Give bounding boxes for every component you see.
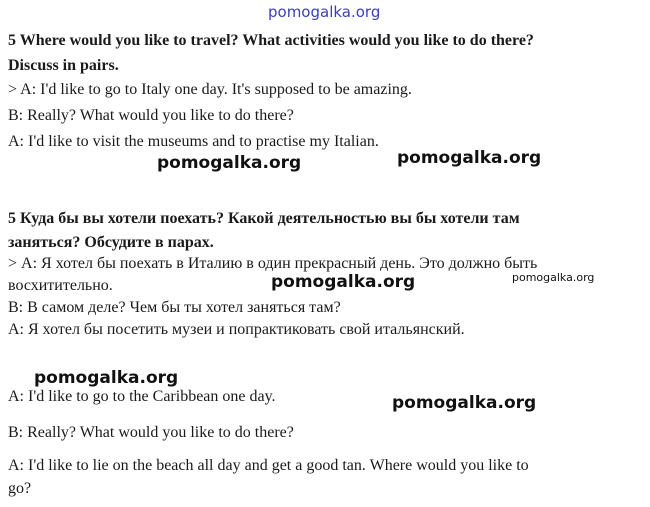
watermark-2: pomogalka.org: [397, 148, 542, 168]
dialogue2-line-1: A: I'd like to go to the Caribbean one day.: [8, 388, 276, 405]
english-line-3: A: I'd like to visit the museums and to practise my Italian.: [8, 133, 379, 150]
english-line-1: > A: I'd like to go to Italy one day. It's supposed to be amazing.: [8, 81, 412, 98]
english-heading-line1: 5 Where would you like to travel? What activities would you like to do there?: [8, 32, 534, 49]
russian-line-4: А: Я хотел бы посетить музеи и попрактиковать свой итальянский.: [8, 321, 465, 338]
watermark-5: pomogalka.org: [34, 368, 179, 388]
watermark-3: pomogalka.org: [271, 272, 416, 292]
russian-line-3: В: В самом деле? Чем бы ты хотел заняться там?: [8, 299, 341, 316]
russian-heading-line2: заняться? Обсудите в парах.: [8, 234, 214, 251]
watermark-1: pomogalka.org: [157, 153, 302, 173]
english-line-2: B: Really? What would you like to do there?: [8, 107, 294, 124]
dialogue2-line-2: B: Really? What would you like to do there?: [8, 424, 294, 441]
dialogue2-line-4: go?: [8, 480, 32, 497]
watermark-6: pomogalka.org: [392, 393, 537, 413]
russian-heading-line1: 5 Куда бы вы хотели поехать? Какой деятельностью вы бы хотели там: [8, 210, 520, 227]
russian-line-2: восхитительно.: [8, 277, 113, 294]
russian-line-1: > А: Я хотел бы поехать в Италию в один прекрасный день. Это должно быть: [8, 255, 538, 272]
watermark-4: pomogalka.org: [512, 271, 595, 284]
english-heading-line2: Discuss in pairs.: [8, 57, 119, 74]
dialogue2-line-3: A: I'd like to lie on the beach all day and get a good tan. Where would you like to: [8, 457, 529, 474]
watermark-top: pomogalka.org: [268, 3, 381, 21]
